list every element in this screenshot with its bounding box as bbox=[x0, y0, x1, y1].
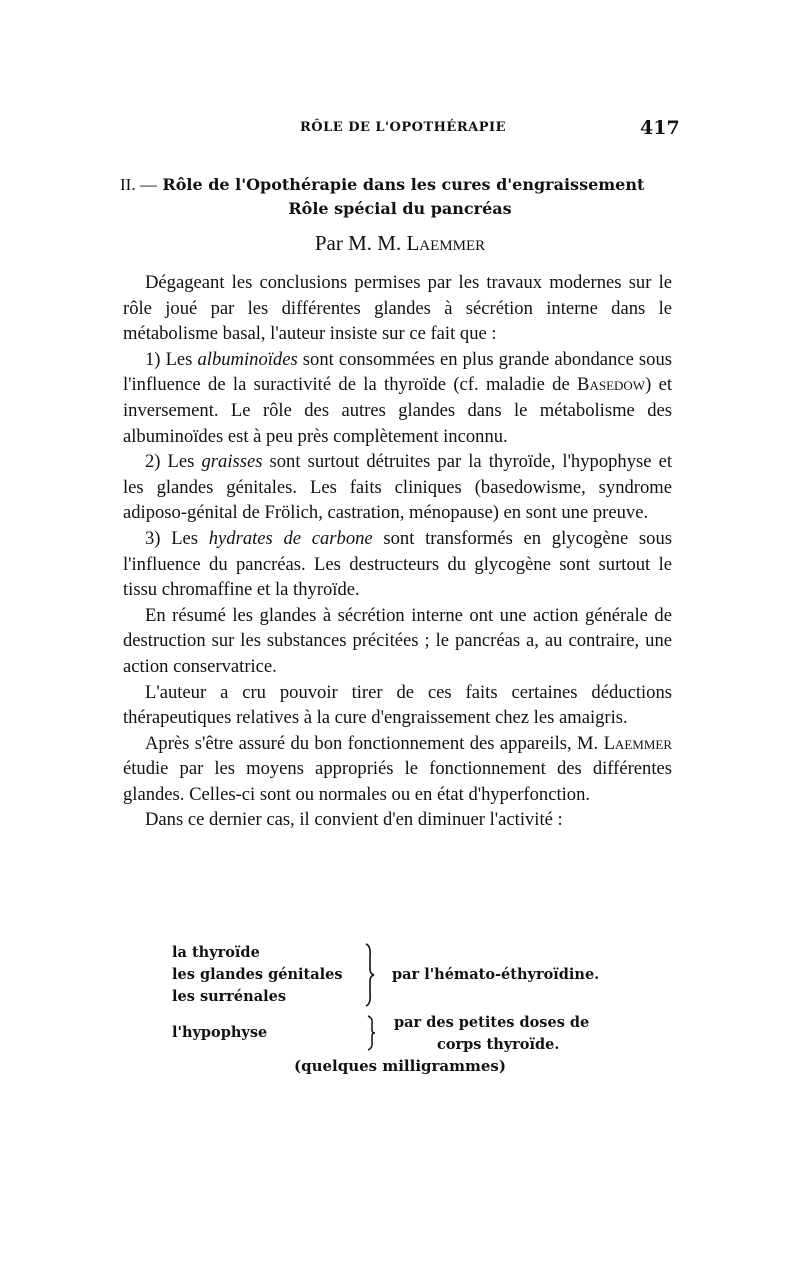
section-number: II. — bbox=[120, 175, 157, 194]
text: étudie par les moyens appropriés le fonctionnement des différentes glandes. Celles-ci sont ou normales ou en état d'hyperfonction. bbox=[123, 758, 672, 805]
paragraph: Dans ce dernier cas, il convient d'en diminuer l'activité : bbox=[145, 809, 563, 831]
gland-item: l'hypophyse bbox=[172, 1024, 268, 1041]
emphasis: hydrates de carbone bbox=[208, 527, 373, 549]
gland-item: la thyroïde bbox=[172, 944, 260, 961]
author-prefix: Par M. M. bbox=[314, 231, 402, 255]
text: sont consommées en plus grande abondance sous l'influence de la suractivité de la thyroïde (cf. maladie de bbox=[123, 348, 672, 396]
brace-icon bbox=[364, 1014, 378, 1052]
author-name: Laemmer bbox=[406, 231, 486, 255]
article-title bbox=[120, 175, 680, 195]
small-caps-name: Basedow bbox=[577, 374, 646, 396]
running-head: RÔLE DE L'OPOTHÉRAPIE bbox=[300, 120, 506, 135]
emphasis: graisses bbox=[201, 451, 263, 473]
text: 2) Les bbox=[145, 451, 202, 473]
dosage-note: (quelques milligrammes) bbox=[294, 1057, 506, 1075]
text: sont transformés en glycogène sous l'influence du pancréas. Les destructeurs du glycogène sont surtout le tissu chromaffine et la thyroïde. bbox=[123, 527, 672, 601]
page-number: 417 bbox=[640, 117, 680, 139]
brace-icon bbox=[360, 942, 378, 1008]
title-line-1: Rôle de l'Opothérapie dans les cures d'engraissement bbox=[162, 175, 645, 194]
text: 3) Les bbox=[145, 527, 209, 549]
treatment-text: par des petites doses de bbox=[394, 1014, 590, 1031]
paragraph: Dégageant les conclusions permises par les travaux modernes sur le rôle joué par les différentes glandes à sécrétion interne dans le métabolisme basal, l'auteur insiste sur ce fait que : bbox=[123, 272, 672, 345]
gland-item: les glandes génitales bbox=[172, 966, 343, 983]
paragraph bbox=[123, 526, 672, 603]
text: ) et inversement. Le rôle des autres glandes dans le métabolisme des albuminoïdes est à peu près complètement inconnu. bbox=[123, 374, 673, 447]
paragraph bbox=[123, 347, 672, 449]
text: 1) Les bbox=[145, 348, 198, 370]
text: sont surtout détruites par la thyroïde, l'hypophyse et les glandes génitales. Les faits cliniques (basedowisme, syndrome adiposo-génital de Frölich, castration, ménopause) en sont une preuve. bbox=[123, 451, 672, 524]
treatment-text: corps thyroïde. bbox=[437, 1036, 560, 1053]
small-caps-name: Laemmer bbox=[603, 732, 672, 754]
emphasis: albuminoïdes bbox=[197, 348, 298, 370]
article-subtitle: Rôle spécial du pancréas bbox=[288, 199, 512, 218]
paragraph bbox=[123, 731, 672, 808]
author-line bbox=[120, 231, 680, 256]
paragraph bbox=[123, 449, 672, 526]
treatment-text: par l'hémato-éthyroïdine. bbox=[392, 966, 600, 983]
paragraph: En résumé les glandes à sécrétion interne ont une action générale de destruction sur les substances précitées ; le pancréas a, au contraire, une action conservatrice. bbox=[123, 604, 672, 677]
gland-item: les surrénales bbox=[172, 988, 286, 1005]
paragraph: L'auteur a cru pouvoir tirer de ces faits certaines déductions thérapeutiques relatives à la cure d'engraissement chez les amaigris. bbox=[123, 681, 672, 729]
text: Après s'être assuré du bon fonctionnement des appareils, M. bbox=[145, 732, 604, 754]
article-body bbox=[123, 270, 672, 833]
